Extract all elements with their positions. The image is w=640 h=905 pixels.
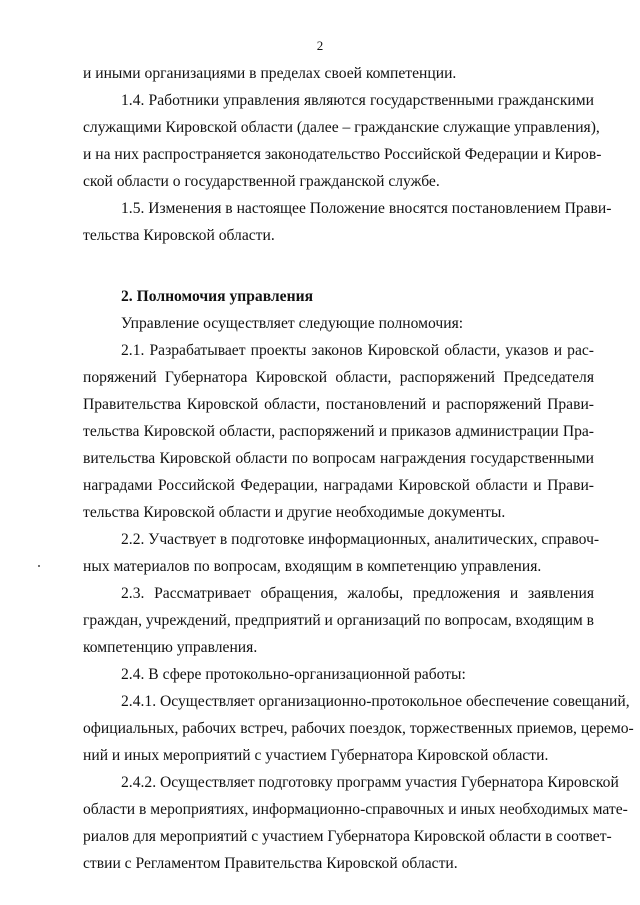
text-line: тельства Кировской области и другие необходимые документы. [83,504,506,521]
paragraph-1-4 [83,87,602,195]
text-line: риалов для мероприятий с участием Губернатора Кировской области в соответ- [83,828,612,845]
text-line: и на них распространяется законодательство Российской Федерации и Киров- [83,146,602,163]
text-line: граждан, учреждений, предприятий и организаций по вопросам, входящим в [83,612,595,629]
text-line: служащими Кировской области (далее – гражданские служащие управления), [83,119,600,136]
text-line: ных материалов по вопросам, входящим в компетенцию управления. [83,558,542,575]
scan-speck [38,565,40,567]
paragraph-2-4-1 [83,688,634,769]
paragraph-2-4-2 [83,769,628,877]
paragraph-2-1 [83,337,594,526]
text-line: официальных, рабочих встреч, рабочих поездок, торжественных приемов, церемо- [83,720,634,737]
text-line: ний и иных мероприятий с участием Губернатора Кировской области. [83,747,549,764]
document-body [83,60,634,877]
text-line: тельства Кировской области. [83,227,275,244]
text-line: области в мероприятиях, информационно-справочных и иных необходимых мате- [83,801,628,818]
text-line: наградами Российской Федерации, наградами Кировской области и Прави- [83,477,594,494]
text-line: и иными организациями в пределах своей компетенции. [83,65,457,82]
section-heading: 2. Полномочия управления [121,288,314,305]
text-line: 2.4. В сфере протокольно-организационной работы: [121,666,466,683]
section-2 [83,283,594,337]
text-line: Правительства Кировской области, постановлений и распоряжений Прави- [83,396,594,413]
text-line: поряжений Губернатора Кировской области, распоряжений Председателя [83,369,594,386]
text-line: 2.3. Рассматривает обращения, жалобы, предложения и заявления [121,585,594,602]
text-line: 1.4. Работники управления являются государственными гражданскими [121,92,594,109]
text-line: тельства Кировской области, распоряжений и приказов администрации Пра- [83,423,594,440]
page-number: 2 [316,38,324,53]
text-line: компетенцию управления. [83,639,258,656]
text-line: 2.4.1. Осуществляет организационно-протокольное обеспечение совещаний, [121,693,630,710]
text-line: 2.4.2. Осуществляет подготовку программ участия Губернатора Кировской [121,774,619,791]
text-line: вительства Кировской области по вопросам награждения государственными [83,450,594,467]
text-line: ской области о государственной гражданской службе. [83,173,440,190]
text-line: 1.5. Изменения в настоящее Положение вносятся постановлением Прави- [121,200,612,217]
paragraph-2-3 [83,580,594,661]
paragraph-1-3-continuation [83,60,594,87]
text-line: ствии с Регламентом Правительства Кировской области. [83,855,458,872]
paragraph-2-4 [83,661,594,688]
paragraph-2-2 [83,526,600,580]
paragraph-1-5 [83,195,612,249]
text-line: 2.2. Участвует в подготовке информационных, аналитических, справоч- [121,531,600,548]
section-intro: Управление осуществляет следующие полномочия: [121,315,464,332]
text-line: 2.1. Разрабатывает проекты законов Кировской области, указов и рас- [121,342,594,359]
